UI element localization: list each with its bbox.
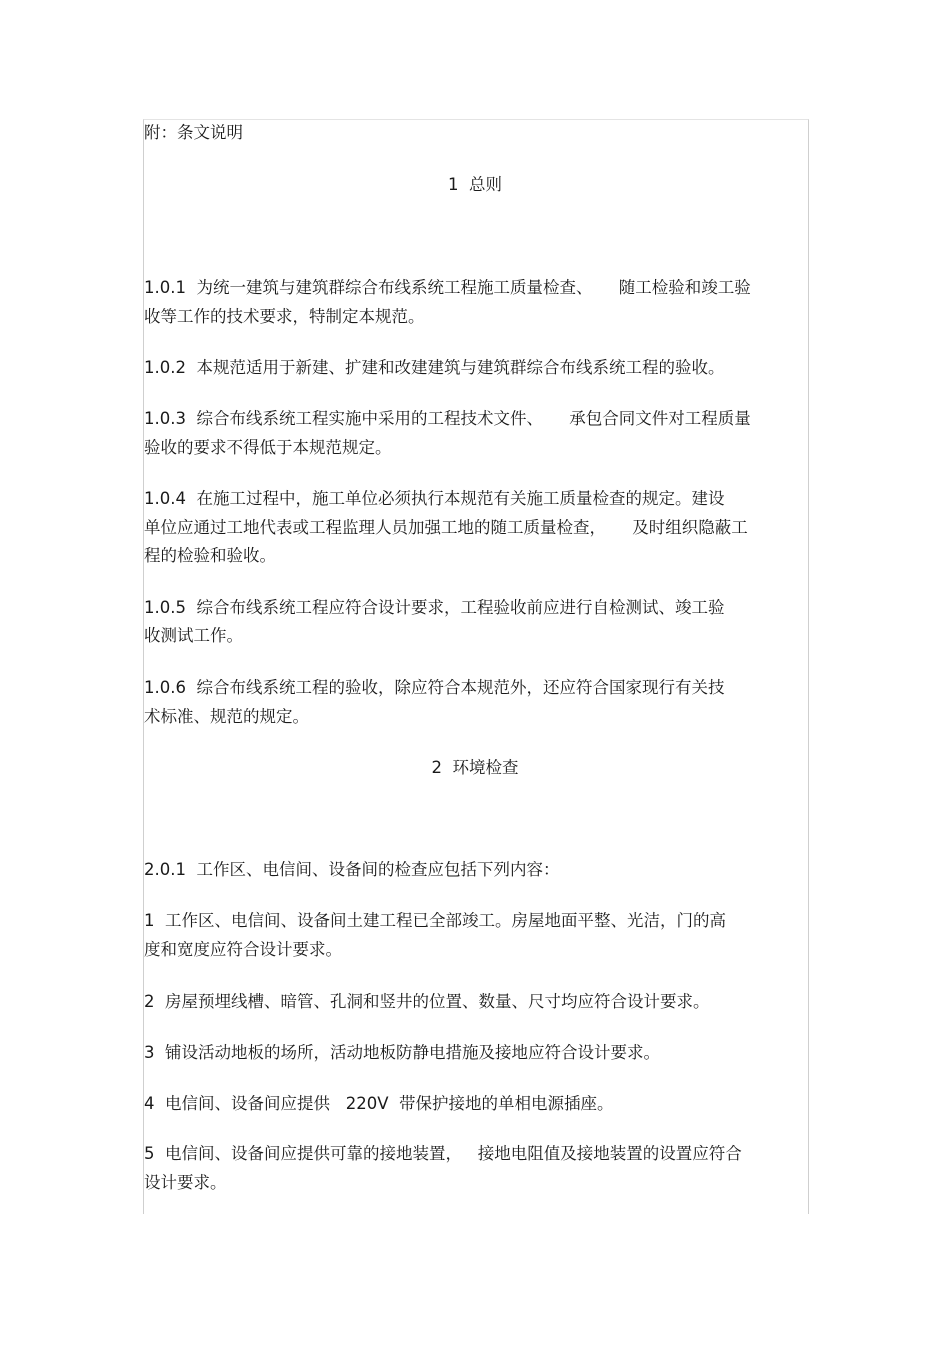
para-1-0-5-line-2: 收测试工作。 (144, 626, 243, 645)
section-2-heading: 2 环境检查 (431, 758, 519, 777)
para-1-0-6-line-2: 术标准、规范的规定。 (144, 707, 309, 726)
section-1-heading: 1 总则 (448, 175, 502, 194)
item-5-line-1: 5 电信间、设备间应提供可靠的接地装置， 接地电阻值及接地装置的设置应符合 (144, 1144, 742, 1163)
para-1-0-4-line-1: 1.0.4 在施工过程中，施工单位必须执行本规范有关施工质量检查的规定。建设 (144, 489, 725, 508)
item-1-line-1: 1 工作区、电信间、设备间土建工程已全部竣工。房屋地面平整、光洁，门的高 (144, 911, 726, 930)
para-1-0-2-line-1: 1.0.2 本规范适用于新建、扩建和改建建筑与建筑群综合布线系统工程的验收。 (144, 358, 725, 377)
item-3-line-1: 3 铺设活动地板的场所，活动地板防静电措施及接地应符合设计要求。 (144, 1043, 660, 1062)
para-1-0-1-line-1: 1.0.1 为统一建筑与建筑群综合布线系统工程施工质量检查、 随工检验和竣工验 (144, 278, 751, 297)
item-1-line-2: 度和宽度应符合设计要求。 (144, 940, 342, 959)
para-1-0-1-line-2: 收等工作的技术要求，特制定本规范。 (144, 307, 425, 326)
para-1-0-4-line-2: 单位应通过工地代表或工程监理人员加强工地的随工质量检查， 及时组织隐蔽工 (144, 518, 748, 537)
para-1-0-6-line-1: 1.0.6 综合布线系统工程的验收，除应符合本规范外，还应符合国家现行有关技 (144, 678, 725, 697)
para-1-0-3-line-2: 验收的要求不得低于本规范规定。 (144, 438, 392, 457)
item-5-line-2: 设计要求。 (144, 1173, 227, 1192)
item-2-line-1: 2 房屋预埋线槽、暗管、孔洞和竖井的位置、数量、尺寸均应符合设计要求。 (144, 992, 710, 1011)
para-1-0-4-line-3: 程的检验和验收。 (144, 546, 276, 565)
appendix-title: 附：条文说明 (144, 123, 243, 142)
para-1-0-5-line-1: 1.0.5 综合布线系统工程应符合设计要求，工程验收前应进行自检测试、竣工验 (144, 598, 725, 617)
para-1-0-3-line-1: 1.0.3 综合布线系统工程实施中采用的工程技术文件、 承包合同文件对工程质量 (144, 409, 751, 428)
item-4-line-1: 4 电信间、设备间应提供 220V 带保护接地的单相电源插座。 (144, 1094, 614, 1113)
para-2-0-1-line-1: 2.0.1 工作区、电信间、设备间的检查应包括下列内容： (144, 860, 560, 879)
